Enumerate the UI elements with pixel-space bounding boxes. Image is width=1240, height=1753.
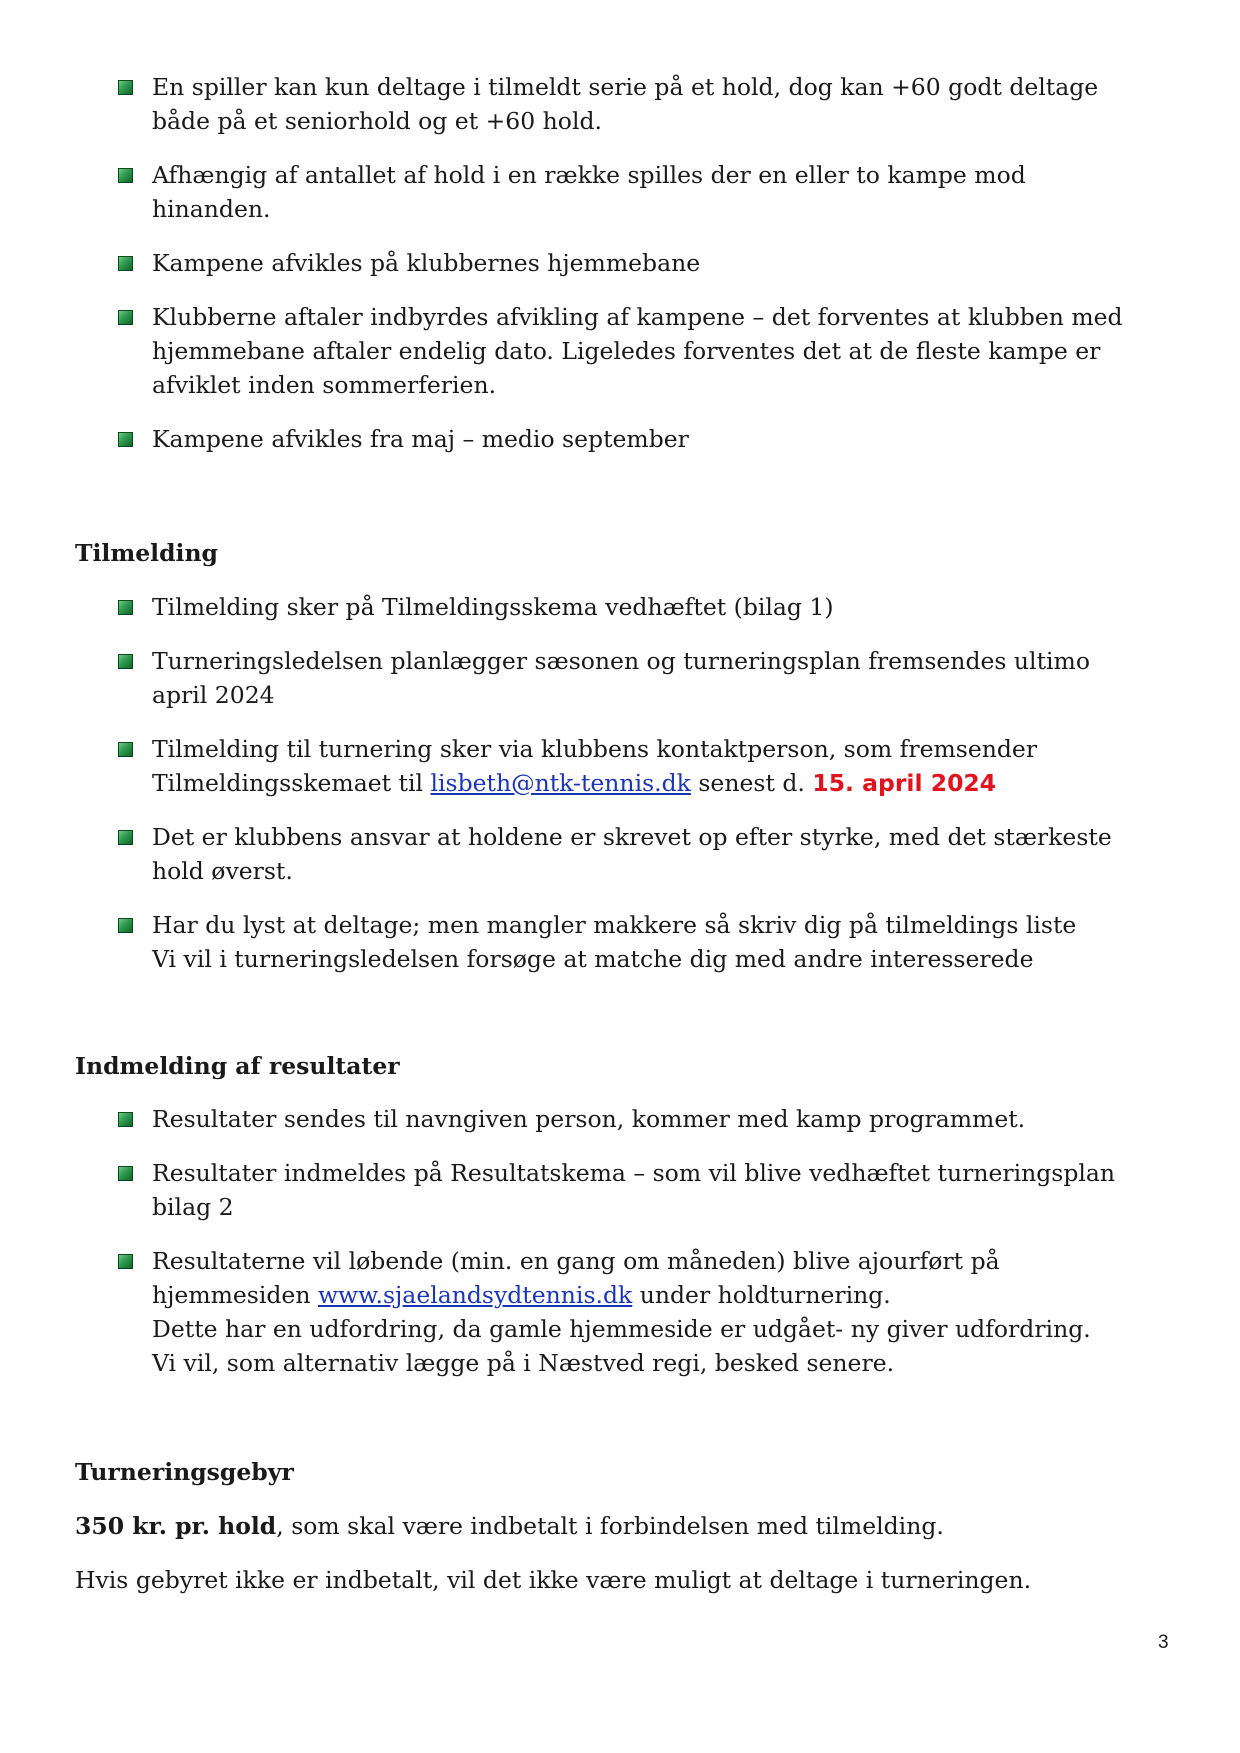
list-item-line: Klubberne aftaler indbyrdes afvikling af kampene – det forventes at klubben med (152, 303, 1123, 331)
list-item-line: bilag 2 (152, 1193, 234, 1221)
list-item (118, 908, 1158, 976)
section-heading-gebyr: Turneringsgebyr (75, 1458, 294, 1486)
list-item-line: både på et seniorhold og et +60 hold. (152, 107, 602, 135)
intro-list (118, 70, 1158, 456)
list-item (118, 246, 1158, 280)
deadline-date: 15. april 2024 (812, 769, 997, 797)
list-item-line: Resultaterne vil løbende (min. en gang om måneden) blive ajourført på (152, 1247, 1000, 1275)
list-item-line: Resultater indmeldes på Resultatskema – som vil blive vedhæftet turneringsplan (152, 1159, 1116, 1187)
square-bullet-icon (118, 432, 133, 447)
website-link[interactable]: www.sjaelandsydtennis.dk (317, 1281, 633, 1309)
square-bullet-icon (118, 654, 133, 669)
square-bullet-icon (118, 1166, 133, 1181)
list-item-line: Tilmelding til turnering sker via klubbens kontaktperson, som fremsender (152, 735, 1038, 763)
list-item-line: En spiller kan kun deltage i tilmeldt serie på et hold, dog kan +60 godt deltage (152, 73, 1099, 101)
list-item (118, 300, 1158, 402)
fee-note: Hvis gebyret ikke er indbetalt, vil det ikke være muligt at deltage i turneringen. (75, 1566, 1032, 1594)
list-item-line: Har du lyst at deltage; men mangler makkere så skriv dig på tilmeldings liste (152, 911, 1077, 939)
list-item-text: senest d. (690, 769, 813, 797)
fee-text: , som skal være indbetalt i forbindelsen med tilmelding. (276, 1512, 944, 1540)
resultater-list (118, 1102, 1158, 1380)
email-link[interactable]: lisbeth@ntk-tennis.dk (430, 769, 691, 797)
page-number: 3 (1158, 1632, 1169, 1653)
list-item-line: afviklet inden sommerferien. (152, 371, 497, 399)
list-item (118, 644, 1158, 712)
list-item-line: Vi vil i turneringsledelsen forsøge at matche dig med andre interesserede (152, 945, 1034, 973)
fee-paragraph (75, 1509, 1155, 1543)
list-item-line: Afhængig af antallet af hold i en række spilles der en eller to kampe mod (152, 161, 1026, 189)
list-item-text: Tilmeldingsskemaet til (152, 769, 431, 797)
list-item-line: Dette har en udfordring, da gamle hjemmeside er udgået- ny giver udfordring. (152, 1315, 1091, 1343)
list-item-line (152, 1278, 1158, 1312)
square-bullet-icon (118, 830, 133, 845)
list-item-line: april 2024 (152, 681, 275, 709)
square-bullet-icon (118, 1112, 133, 1127)
list-item-text: under holdturnering. (632, 1281, 891, 1309)
section-heading-tilmelding: Tilmelding (75, 539, 218, 567)
list-item-line (152, 766, 1158, 800)
list-item-line: Kampene afvikles på klubbernes hjemmebane (152, 249, 701, 277)
square-bullet-icon (118, 168, 133, 183)
list-item (118, 158, 1158, 226)
list-item-line: hinanden. (152, 195, 271, 223)
tilmelding-list (118, 590, 1158, 976)
list-item-line: Tilmelding sker på Tilmeldingsskema vedhæftet (bilag 1) (152, 593, 834, 621)
list-item (118, 732, 1158, 800)
list-item-line: Resultater sendes til navngiven person, kommer med kamp programmet. (152, 1105, 1026, 1133)
square-bullet-icon (118, 742, 133, 757)
list-item (118, 1102, 1158, 1136)
list-item-line: Det er klubbens ansvar at holdene er skrevet op efter styrke, med det stærkeste (152, 823, 1112, 851)
list-item-line: hold øverst. (152, 857, 293, 885)
section-heading-resultater: Indmelding af resultater (75, 1052, 400, 1080)
fee-amount: 350 kr. pr. hold (75, 1512, 277, 1540)
list-item (118, 1244, 1158, 1380)
square-bullet-icon (118, 600, 133, 615)
square-bullet-icon (118, 918, 133, 933)
list-item (118, 70, 1158, 138)
list-item-line: hjemmebane aftaler endelig dato. Ligeledes forventes det at de fleste kampe er (152, 337, 1101, 365)
square-bullet-icon (118, 80, 133, 95)
list-item-text: hjemmesiden (152, 1281, 318, 1309)
list-item (118, 590, 1158, 624)
list-item-line: Vi vil, som alternativ lægge på i Næstved regi, besked senere. (152, 1349, 895, 1377)
list-item-line: Turneringsledelsen planlægger sæsonen og turneringsplan fremsendes ultimo (152, 647, 1090, 675)
list-item (118, 1156, 1158, 1224)
list-item (118, 422, 1158, 456)
list-item (118, 820, 1158, 888)
square-bullet-icon (118, 1254, 133, 1269)
square-bullet-icon (118, 256, 133, 271)
square-bullet-icon (118, 310, 133, 325)
list-item-line: Kampene afvikles fra maj – medio september (152, 425, 689, 453)
